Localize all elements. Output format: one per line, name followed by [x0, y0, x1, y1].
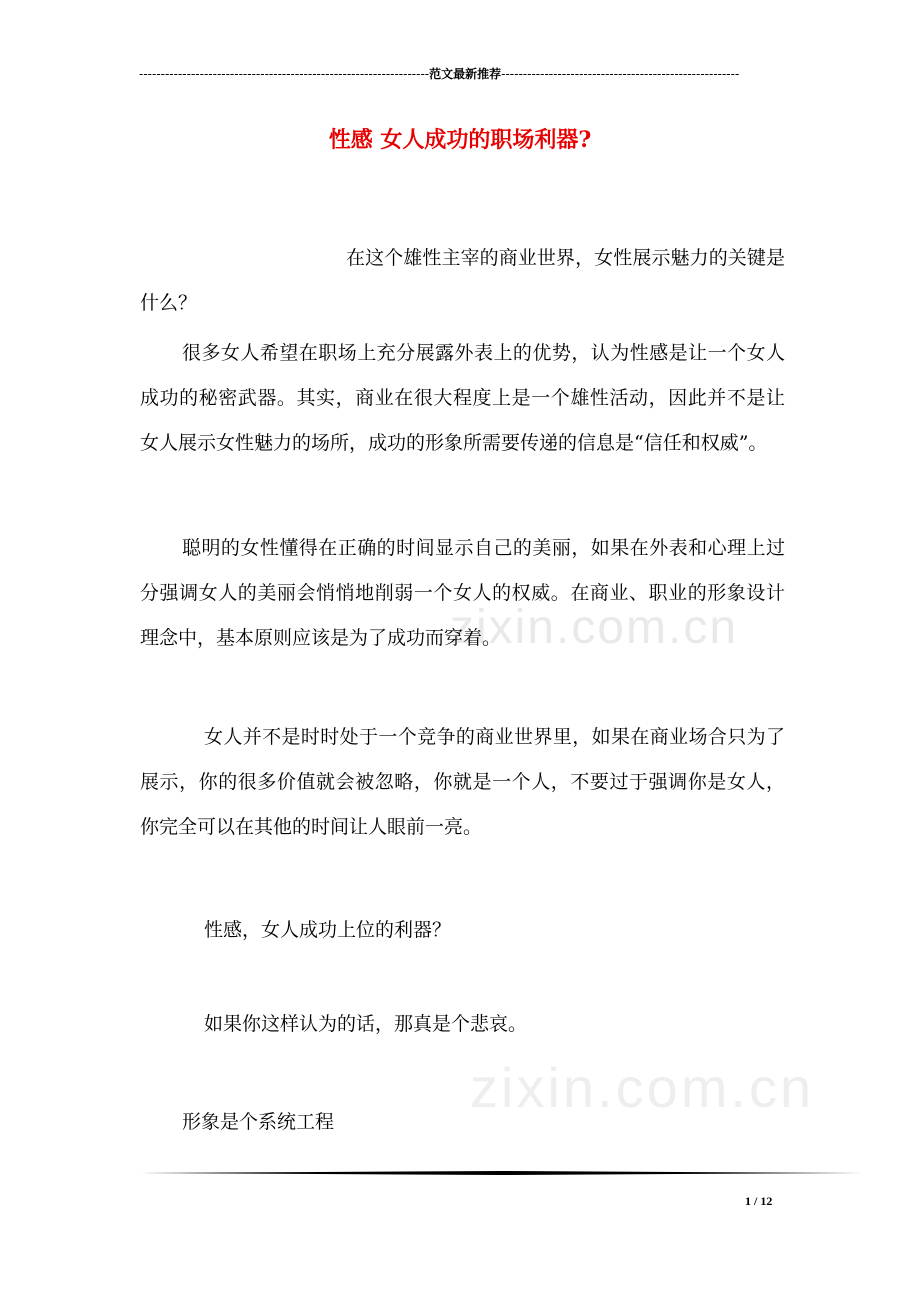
page-number: 1 / 12 [745, 1194, 773, 1208]
paragraph-2: 很多女人希望在职场上充分展露外表上的优势，认为性感是让一个女人成功的秘密武器。其实，商业在很大程度上是一个雄性活动，因此并不是让女人展示女性魅力的场所，成功的形象所需要传递的信息是“信任和权威”。 [140, 342, 785, 454]
paragraph-1: 在这个雄性主宰的商业世界，女性展示魅力的关键是什么？ [140, 247, 785, 314]
paragraph-4: 女人并不是时时处于一个竞争的商业世界里，如果在商业场合只为了展示，你的很多价值就会被忽略，你就是一个人，不要过于强调你是女人，你完全可以在其他的时间让人眼前一亮。 [140, 726, 785, 838]
paragraph-7: 形象是个系统工程 [182, 1111, 335, 1133]
document-title: 性感 女人成功的职场利器? [328, 127, 592, 153]
page-header [139, 66, 779, 82]
footer-divider [140, 1171, 863, 1175]
watermark: zixin.com.cn [450, 601, 739, 654]
watermark-lower: zixin.com.cn [470, 1056, 815, 1119]
paragraph-3: 聪明的女性懂得在正确的时间显示自己的美丽，如果在外表和心理上过分强调女人的美丽会悄悄地削弱一个女人的权威。在商业、职业的形象设计理念中，基本原则应该是为了成功而穿着。 [140, 537, 785, 649]
paragraph-6: 如果你这样认为的话，那真是个悲哀。 [204, 1013, 528, 1035]
header-right-dashes: ------------------------------------------------------- [501, 67, 740, 81]
header-label: 范文最新推荐 [429, 67, 502, 81]
header-left-dashes: ------------------------------------------------------------------- [139, 67, 430, 81]
paragraph-5: 性感，女人成功上位的利器？ [204, 919, 452, 941]
